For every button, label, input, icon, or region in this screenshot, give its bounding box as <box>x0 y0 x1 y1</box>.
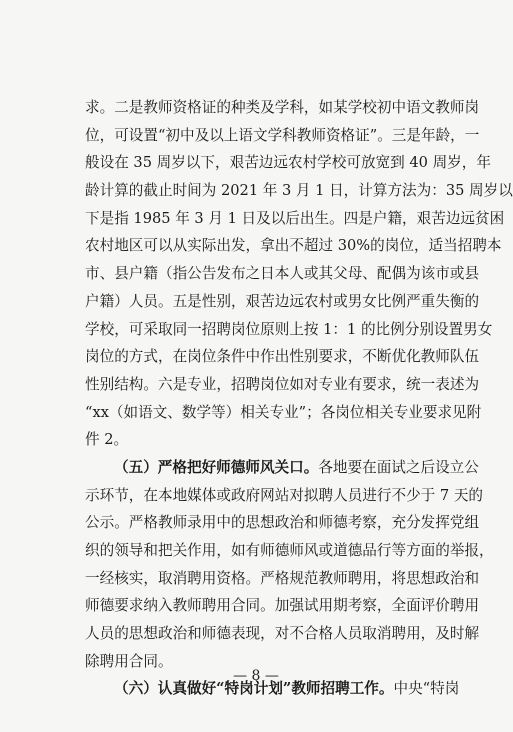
paragraph-text: 中央“特岗 <box>393 680 460 698</box>
text-line: 人员的思想政治和师德表现，对不合格人员取消聘用，及时解 <box>85 625 480 643</box>
text-line: 织的领导和把关作用，如有师德师风或道德品行等方面的举报， <box>85 542 494 559</box>
text-line: 户籍）人员。五是性别，艰苦边远农村或男女比例严重失衡的 <box>85 292 480 310</box>
text-line: 性别结构。六是专业，招聘岗位如对专业有要求，统一表述为 <box>85 375 480 393</box>
text-line: 般设在 35 周岁以下，艰苦边远农村学校可放宽到 40 周岁，年 <box>85 154 491 172</box>
text-line: 师德要求纳入教师聘用合同。加强试用期考察，全面评价聘用 <box>85 597 480 615</box>
text-line: 一经核实，取消聘用资格。严格规范教师聘用，将思想政治和 <box>85 569 480 587</box>
text-line: 件 2。 <box>85 431 129 449</box>
page-number: — 8 — <box>233 668 279 684</box>
text-line: 下是指 1985 年 3 月 1 日及以后出生。四是户籍，艰苦边远贫困 <box>85 209 505 227</box>
body-text <box>85 94 513 703</box>
text-line: “xx（如语文、数学等）相关专业”；各岗位相关专业要求见附 <box>85 403 482 421</box>
paragraph-text: 各地要在面试之后设立公 <box>318 458 479 476</box>
text-line <box>85 454 479 482</box>
text-line: 公示。严格教师录用中的思想政治和师德考察，充分发挥党组 <box>85 514 480 532</box>
text-line: 岗位的方式，在岗位条件中作出性别要求，不断优化教师队伍 <box>85 348 480 366</box>
text-line: 求。二是教师资格证的种类及学科，如某学校初中语文教师岗 <box>85 99 480 116</box>
text-line: 农村地区可以从实际出发，拿出不超过 30%的岗位，适当招聘本 <box>85 237 502 255</box>
text-line: 除聘用合同。 <box>85 652 173 670</box>
text-line: 位，可设置“初中及以上语文学科教师资格证”。三是年龄，一 <box>85 126 480 144</box>
section-heading: （五）严格把好师德师风关口。 <box>114 458 319 476</box>
text-line: 学校，可采取同一招聘岗位原则上按 1：1 的比例分别设置男女 <box>85 320 493 338</box>
section-heading: （六）认真做好“特岗计划”教师招聘工作。 <box>114 680 394 698</box>
text-line: 市、县户籍（指公告发布之日本人或其父母、配偶为该市或县 <box>85 265 480 283</box>
text-line: 龄计算的截止时间为 2021 年 3 月 1 日，计算方法为：35 周岁以 <box>85 182 513 200</box>
text-line: 示环节，在本地媒体或政府网站对拟聘人员进行不少于 7 天的 <box>85 486 484 504</box>
